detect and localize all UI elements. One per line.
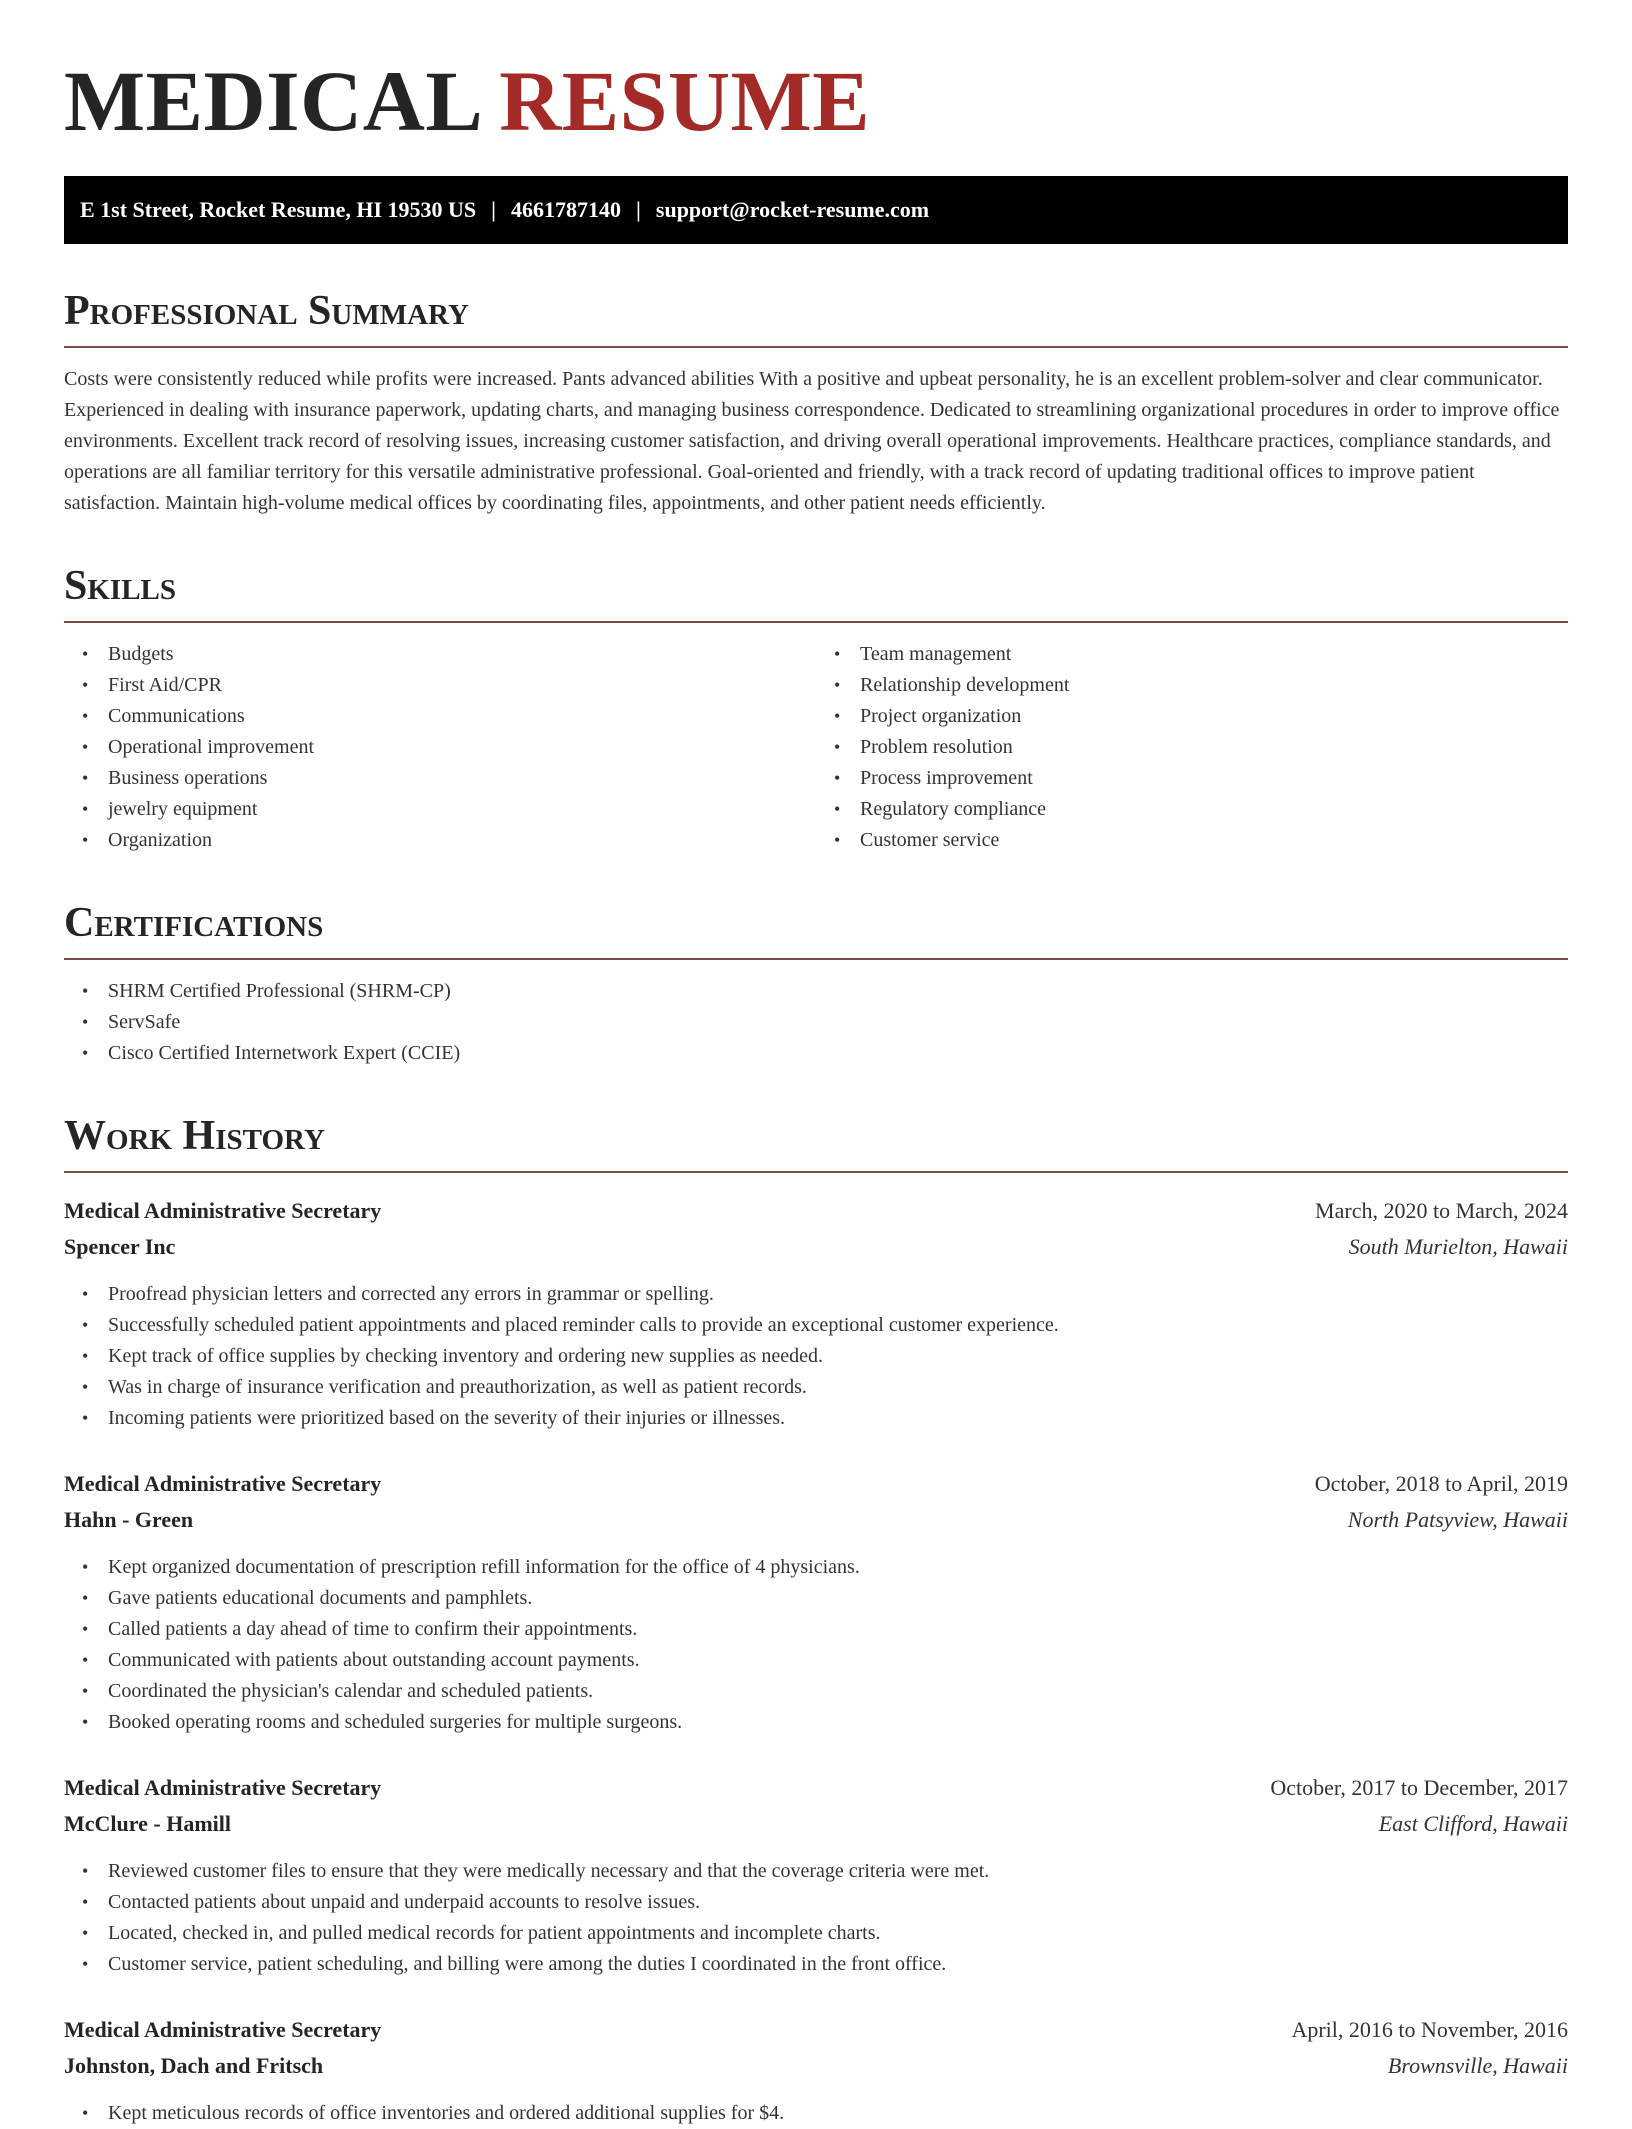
- contact-email: support@rocket-resume.com: [655, 197, 930, 222]
- skill-item: • Problem resolution: [860, 732, 1568, 763]
- job-duty: • Gave patients educational documents and pamphlets.: [108, 1583, 1568, 1614]
- job-title: Medical Administrative Secretary: [64, 1198, 382, 1223]
- skill-item: • Process improvement: [860, 763, 1568, 794]
- summary-text: Costs were consistently reduced while profits were increased. Pants advanced abilities With a positive and upbeat personality, he is an excellent problem-solver and clear communicator. Experienced in dealing with insurance paperwork, updating charts, and managing business correspondence. Dedicated to streamlining organizational procedures in order to improve office environments. Excellent track record of resolving issues, increasing customer satisfaction, and driving overall operational improvements. Healthcare practices, compliance standards, and operations are all familiar territory for this versatile administrative professional. Goal-oriented and friendly, with a track record of updating traditional offices to improve patient satisfaction. Maintain high-volume medical offices by coordinating files, appointments, and other patient needs efficiently.: [64, 368, 1560, 514]
- resume-name: [64, 0, 1568, 176]
- job-company: Johnston, Dach and Fritsch: [64, 2053, 324, 2078]
- work-history-heading: Work History: [64, 1113, 1568, 1173]
- job-company-row: [64, 1806, 1568, 1842]
- job-duty: • Kept track of office supplies by checking inventory and ordering new supplies as needed.: [108, 1341, 1568, 1372]
- job-duty: • Kept meticulous records of office inventories and ordered additional supplies for $4.: [108, 2098, 1568, 2129]
- certification-item: • Cisco Certified Internetwork Expert (CCIE): [108, 1038, 1568, 1069]
- job-dates: October, 2017 to December, 2017: [1270, 1775, 1568, 1800]
- skills-section: [64, 563, 1568, 856]
- job-header-row: [64, 1770, 1568, 1806]
- certification-item: • ServSafe: [108, 1007, 1568, 1038]
- skill-item: • Organization: [108, 825, 816, 856]
- name-last: RESUME: [499, 53, 871, 149]
- job-duty: • Called patients a day ahead of time to confirm their appointments.: [108, 1614, 1568, 1645]
- job-entry: [64, 2012, 1568, 2129]
- job-location: Brownsville, Hawaii: [1387, 2053, 1568, 2078]
- job-company-row: [64, 2048, 1568, 2084]
- job-duties-list: [64, 2098, 1568, 2129]
- job-entry: [64, 1466, 1568, 1738]
- contact-address: E 1st Street, Rocket Resume, HI 19530 US: [80, 197, 477, 222]
- certifications-section: [64, 900, 1568, 1069]
- skills-column-right: [816, 639, 1568, 856]
- skills-list-left: [64, 639, 816, 856]
- skill-item: • Business operations: [108, 763, 816, 794]
- job-title: Medical Administrative Secretary: [64, 2017, 382, 2042]
- skill-item: • jewelry equipment: [108, 794, 816, 825]
- skills-list-right: [816, 639, 1568, 856]
- job-duty: • Communicated with patients about outstanding account payments.: [108, 1645, 1568, 1676]
- skill-item: • First Aid/CPR: [108, 670, 816, 701]
- certifications-list: [64, 976, 1568, 1069]
- job-duty: • Contacted patients about unpaid and underpaid accounts to resolve issues.: [108, 1887, 1568, 1918]
- summary-section: [64, 288, 1568, 519]
- skill-item: • Project organization: [860, 701, 1568, 732]
- skill-item: • Operational improvement: [108, 732, 816, 763]
- job-duty: • Customer service, patient scheduling, and billing were among the duties I coordinated in the front office.: [108, 1949, 1568, 1980]
- skill-item: • Budgets: [108, 639, 816, 670]
- job-header-row: [64, 2012, 1568, 2048]
- skill-item: • Team management: [860, 639, 1568, 670]
- skill-item: • Regulatory compliance: [860, 794, 1568, 825]
- name-first: MEDICAL: [64, 53, 484, 149]
- job-duty: • Reviewed customer files to ensure that they were medically necessary and that the coverage criteria were met.: [108, 1856, 1568, 1887]
- certification-item: • SHRM Certified Professional (SHRM-CP): [108, 976, 1568, 1007]
- job-entry: [64, 1770, 1568, 1980]
- skills-grid: [64, 639, 1568, 856]
- job-dates: October, 2018 to April, 2019: [1314, 1471, 1568, 1496]
- job-header-row: [64, 1193, 1568, 1229]
- summary-heading: Professional Summary: [64, 288, 1568, 348]
- job-company: Hahn - Green: [64, 1507, 194, 1532]
- contact-bar: [64, 176, 1568, 244]
- job-company-row: [64, 1502, 1568, 1538]
- contact-phone: 4661787140: [511, 197, 622, 222]
- job-company: Spencer Inc: [64, 1234, 176, 1259]
- job-duty: • Coordinated the physician's calendar and scheduled patients.: [108, 1676, 1568, 1707]
- job-location: East Clifford, Hawaii: [1378, 1811, 1568, 1836]
- job-duties-list: [64, 1856, 1568, 1980]
- job-dates: April, 2016 to November, 2016: [1291, 2017, 1568, 2042]
- job-company: McClure - Hamill: [64, 1811, 231, 1836]
- work-history-section: [64, 1113, 1568, 2129]
- job-entry: [64, 1193, 1568, 1434]
- skill-item: • Communications: [108, 701, 816, 732]
- certifications-heading: Certifications: [64, 900, 1568, 960]
- skills-column-left: [64, 639, 816, 856]
- job-duty: • Located, checked in, and pulled medical records for patient appointments and incomplete charts.: [108, 1918, 1568, 1949]
- job-duties-list: [64, 1279, 1568, 1434]
- skill-item: • Relationship development: [860, 670, 1568, 701]
- job-dates: March, 2020 to March, 2024: [1315, 1198, 1568, 1223]
- contact-separator: |: [491, 197, 497, 222]
- job-duty: • Proofread physician letters and corrected any errors in grammar or spelling.: [108, 1279, 1568, 1310]
- skills-heading: Skills: [64, 563, 1568, 623]
- job-duties-list: [64, 1552, 1568, 1738]
- job-duty: • Incoming patients were prioritized based on the severity of their injuries or illnesses.: [108, 1403, 1568, 1434]
- job-title: Medical Administrative Secretary: [64, 1775, 382, 1800]
- job-duty: • Kept organized documentation of prescription refill information for the office of 4 physicians.: [108, 1552, 1568, 1583]
- job-duty: • Successfully scheduled patient appointments and placed reminder calls to provide an exceptional customer experience.: [108, 1310, 1568, 1341]
- job-location: South Murielton, Hawaii: [1348, 1234, 1568, 1259]
- job-duty: • Was in charge of insurance verification and preauthorization, as well as patient records.: [108, 1372, 1568, 1403]
- job-location: North Patsyview, Hawaii: [1347, 1507, 1568, 1532]
- contact-separator: |: [636, 197, 641, 222]
- skill-item: • Customer service: [860, 825, 1568, 856]
- job-header-row: [64, 1466, 1568, 1502]
- job-company-row: [64, 1229, 1568, 1265]
- job-duty: • Booked operating rooms and scheduled surgeries for multiple surgeons.: [108, 1707, 1568, 1738]
- job-title: Medical Administrative Secretary: [64, 1471, 382, 1496]
